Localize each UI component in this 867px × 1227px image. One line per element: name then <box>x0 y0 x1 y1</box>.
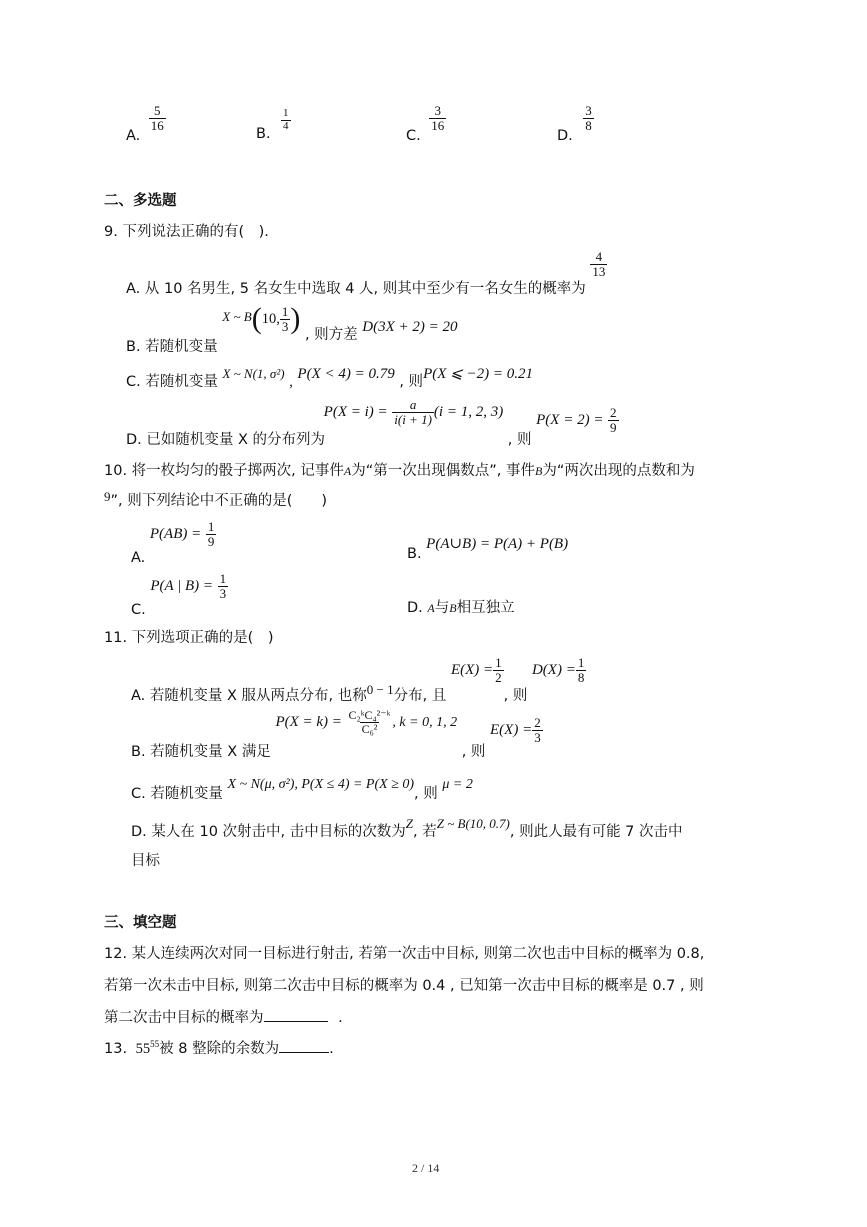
fraction: $\frac{1}{4}$ <box>283 107 289 132</box>
fraction: $\frac{4}{13}$ <box>592 249 606 279</box>
q10-option-a: A. P(AB) = $\frac{1}{9}$ <box>131 519 215 567</box>
fraction: $\frac{5}{16}$ <box>150 103 164 133</box>
fraction: $\frac{3}{8}$ <box>585 103 592 133</box>
q8-option-a <box>126 103 166 145</box>
q10-option-b: B. P(A∪B) = P(A) + P(B) <box>407 536 569 562</box>
q12-line2: 若第一次未击中目标, 则第二次击中目标的概率为 0.4 , 已知第一次击中目标的概率是 0.7 , 则 <box>104 978 704 994</box>
option-label: C. <box>406 128 421 145</box>
q11-option-d-line1: D. 某人在 10 次射击中, 击中目标的次数为Z, 若Z ~ B(10, 0.7), 则此人最有可能 7 次击中 <box>131 816 683 840</box>
q9-option-d: D. 已如随机变量 X 的分布列为 P(X = i) = $\frac{a}{i(i + 1)}$ (i = 1, 2, 3) , 则 P(X = 2) = $\frac{2}{9}$ <box>126 397 617 449</box>
q11-option-a: A. 若随机变量 X 服从两点分布, 也称0 − 1分布, 且 E(X) = $\frac{1}{2}$ , 则 D(X) = $\frac{1}{8}$ <box>131 655 585 705</box>
fraction: $\frac{a}{i(i + 1)}$ <box>394 397 432 427</box>
section-title: 三、填空题 <box>104 915 177 931</box>
fraction: $\frac{2}{9}$ <box>610 405 617 435</box>
answer-blank[interactable] <box>279 1052 329 1053</box>
option-label: D. <box>557 128 573 145</box>
q12-line3: 第二次击中目标的概率为 . <box>104 1010 343 1026</box>
q11-option-b: B. 若随机变量 X 满足 P(X = k) = $\frac{\text{C₂ᵏC₄²⁻ᵏ}}{\text{C₆²}}$ , k = 0, 1, 2 , 则 E(X) = $\frac{2}{3}$ <box>131 708 541 761</box>
fraction: $\frac{1}{3}$ <box>219 571 227 601</box>
q10-stem-line2: 9”, 则下列结论中不正确的是( ) <box>104 489 328 509</box>
q9-option-c: C. 若随机变量 X ~ N(1, σ²) , P(X < 4) = 0.79 , 则P(X ⩽ −2) = 0.21 <box>126 366 533 390</box>
fraction: $\frac{\text{C₂ᵏC₄²⁻ᵏ}}{\text{C₆²}}$ <box>348 708 391 736</box>
q10-option-d: D. A与B相互独立 <box>407 600 515 616</box>
q11-stem: 11. 下列选项正确的是( ) <box>104 630 274 646</box>
q8-option-c <box>406 103 446 145</box>
q8-option-b <box>256 107 291 143</box>
page-number: 2 / 14 <box>412 1161 440 1175</box>
q11-option-d-line2: 目标 <box>131 853 160 869</box>
q9-option-b: B. 若随机变量 X ~ B(10, $\frac{1}{3}$ ) , 则方差 D(3X + 2) = 20 <box>126 302 458 355</box>
option-label: B. <box>256 126 271 143</box>
fraction: $\frac{1}{3}$ <box>281 303 289 334</box>
fraction: $\frac{1}{8}$ <box>577 655 585 685</box>
fraction: $\frac{1}{2}$ <box>495 655 502 685</box>
q9-option-a: A. 从 10 名男生, 5 名女生中选取 4 人, 则其中至少有一名女生的概率为 $\frac{4}{13}$ <box>126 249 606 298</box>
q12-line1: 12. 某人连续两次对同一目标进行射击, 若第一次击中目标, 则第二次也击中目标的概率为 0.8, <box>104 946 705 962</box>
fraction: $\frac{1}{9}$ <box>207 519 215 549</box>
option-label: A. <box>126 128 141 145</box>
q10-option-c: C. P(A | B) = $\frac{1}{3}$ <box>131 571 227 619</box>
q9-stem: 9. 下列说法正确的有( ). <box>104 224 269 240</box>
answer-blank[interactable] <box>264 1021 328 1022</box>
fraction: $\frac{2}{3}$ <box>534 715 541 745</box>
q11-option-c: C. 若随机变量 X ~ N(μ, σ²), P(X ≤ 4) = P(X ≥ 0), 则 μ = 2 <box>131 777 473 802</box>
q10-stem-line1: 10. 将一枚均匀的骰子掷两次, 记事件A为“第一次出现偶数点”, 事件B为“两次出现的点数和为 <box>104 463 695 479</box>
section-title: 二、多选题 <box>104 193 177 209</box>
q13: 13. $55^{55}$被 8 整除的余数为 . <box>104 1039 334 1057</box>
fraction: $\frac{3}{16}$ <box>431 103 445 133</box>
q8-option-d <box>557 103 594 145</box>
